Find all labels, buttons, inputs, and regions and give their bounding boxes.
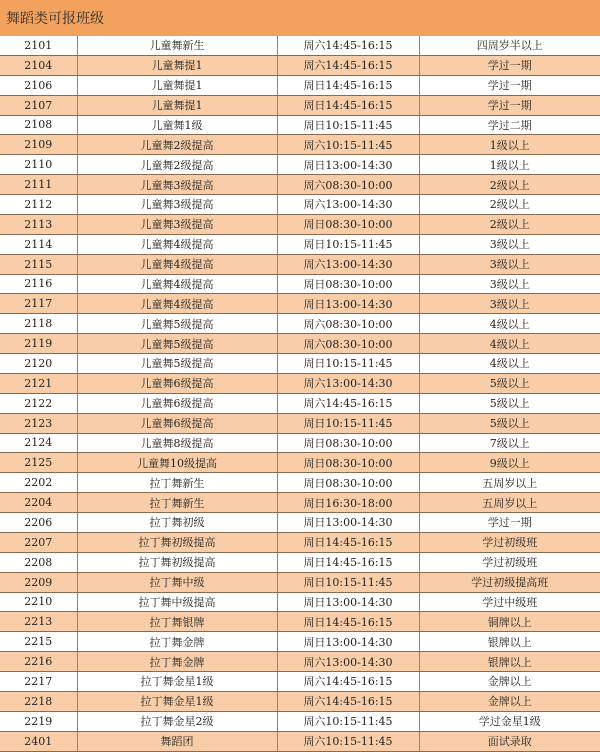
class-requirement-cell: 五周岁以上 [419,493,600,513]
class-name-cell: 儿童舞3级提高 [77,214,277,234]
class-requirement-cell: 四周岁半以上 [419,36,600,55]
class-time-cell: 周日08:30-10:00 [277,214,419,234]
table-row [0,393,600,413]
class-time-cell: 周日16:30-18:00 [277,493,419,513]
table-row [0,354,600,374]
class-requirement-cell: 1级以上 [419,155,600,175]
class-name-cell: 拉丁舞金星1级 [77,691,277,711]
class-code-cell: 2219 [0,711,77,731]
class-time-cell: 周日13:00-14:30 [277,592,419,612]
class-name-cell: 儿童舞4级提高 [77,254,277,274]
class-requirement-cell: 9级以上 [419,453,600,473]
class-requirement-cell: 5级以上 [419,393,600,413]
table-row [0,552,600,572]
class-time-cell: 周日14:45-16:15 [277,612,419,632]
class-requirement-cell: 1级以上 [419,135,600,155]
class-name-cell: 拉丁舞初级 [77,513,277,533]
class-requirement-cell: 3级以上 [419,254,600,274]
class-code-cell: 2113 [0,214,77,234]
class-requirement-cell: 学过一期 [419,55,600,75]
class-code-cell: 2110 [0,155,77,175]
table-row [0,691,600,711]
table-row [0,75,600,95]
class-code-cell: 2119 [0,334,77,354]
class-requirement-cell: 3级以上 [419,234,600,254]
class-time-cell: 周六14:45-16:15 [277,672,419,692]
class-requirement-cell: 学过初级提高班 [419,572,600,592]
class-name-cell: 儿童舞5级提高 [77,334,277,354]
class-time-cell: 周六14:45-16:15 [277,36,419,55]
class-name-cell: 儿童舞5级提高 [77,354,277,374]
class-code-cell: 2120 [0,354,77,374]
class-name-cell: 儿童舞1级 [77,115,277,135]
class-requirement-cell: 铜牌以上 [419,612,600,632]
class-time-cell: 周日08:30-10:00 [277,473,419,493]
class-requirement-cell: 5级以上 [419,413,600,433]
class-time-cell: 周日13:00-14:30 [277,155,419,175]
class-name-cell: 舞蹈团 [77,731,277,751]
table-row [0,612,600,632]
table-row [0,254,600,274]
table-row [0,95,600,115]
class-name-cell: 儿童舞6级提高 [77,413,277,433]
class-name-cell: 拉丁舞金星1级 [77,672,277,692]
class-name-cell: 拉丁舞金牌 [77,652,277,672]
class-name-cell: 儿童舞4级提高 [77,274,277,294]
class-requirement-cell: 学过初级班 [419,552,600,572]
class-name-cell: 拉丁舞中级 [77,572,277,592]
table-row [0,731,600,751]
class-name-cell: 拉丁舞中级提高 [77,592,277,612]
class-requirement-cell: 学过初级班 [419,532,600,552]
class-requirement-cell: 5级以上 [419,373,600,393]
class-code-cell: 2114 [0,234,77,254]
class-time-cell: 周日10:15-11:45 [277,572,419,592]
class-requirement-cell: 金牌以上 [419,672,600,692]
class-requirement-cell: 学过二期 [419,115,600,135]
class-time-cell: 周六10:15-11:45 [277,731,419,751]
table-row [0,175,600,195]
class-time-cell: 周日08:30-10:00 [277,453,419,473]
class-time-cell: 周六13:00-14:30 [277,195,419,215]
class-time-cell: 周日08:30-10:00 [277,433,419,453]
table-row [0,473,600,493]
class-name-cell: 拉丁舞银牌 [77,612,277,632]
class-requirement-cell: 2级以上 [419,195,600,215]
class-name-cell: 拉丁舞新生 [77,493,277,513]
class-time-cell: 周日10:15-11:45 [277,234,419,254]
page-title-bar [0,0,600,36]
class-code-cell: 2107 [0,95,77,115]
table-row [0,135,600,155]
class-name-cell: 儿童舞4级提高 [77,294,277,314]
class-time-cell: 周六08:30-10:00 [277,175,419,195]
table-row [0,195,600,215]
class-name-cell: 拉丁舞金牌 [77,632,277,652]
class-requirement-cell: 学过一期 [419,75,600,95]
class-time-cell: 周日10:15-11:45 [277,115,419,135]
class-code-cell: 2124 [0,433,77,453]
class-name-cell: 儿童舞2级提高 [77,135,277,155]
class-requirement-cell: 4级以上 [419,314,600,334]
class-name-cell: 儿童舞4级提高 [77,234,277,254]
class-table-container [0,36,600,752]
table-row [0,294,600,314]
class-name-cell: 儿童舞提1 [77,95,277,115]
class-requirement-cell: 3级以上 [419,294,600,314]
class-code-cell: 2106 [0,75,77,95]
table-row [0,234,600,254]
class-time-cell: 周六14:45-16:15 [277,691,419,711]
class-code-cell: 2217 [0,672,77,692]
class-time-cell: 周六13:00-14:30 [277,373,419,393]
class-requirement-cell: 3级以上 [419,274,600,294]
table-row [0,373,600,393]
class-name-cell: 儿童舞提1 [77,55,277,75]
class-code-cell: 2109 [0,135,77,155]
class-name-cell: 儿童舞新生 [77,36,277,55]
class-code-cell: 2218 [0,691,77,711]
class-code-cell: 2215 [0,632,77,652]
table-row [0,274,600,294]
class-requirement-cell: 学过一期 [419,95,600,115]
class-code-cell: 2209 [0,572,77,592]
class-requirement-cell: 学过一期 [419,513,600,533]
class-table [0,36,600,752]
class-code-cell: 2108 [0,115,77,135]
class-name-cell: 儿童舞10级提高 [77,453,277,473]
class-code-cell: 2125 [0,453,77,473]
class-name-cell: 儿童舞2级提高 [77,155,277,175]
class-requirement-cell: 4级以上 [419,334,600,354]
class-code-cell: 2202 [0,473,77,493]
table-row [0,652,600,672]
class-code-cell: 2112 [0,195,77,215]
class-name-cell: 儿童舞8级提高 [77,433,277,453]
class-requirement-cell: 五周岁以上 [419,473,600,493]
class-name-cell: 拉丁舞新生 [77,473,277,493]
table-row [0,532,600,552]
class-time-cell: 周日14:45-16:15 [277,552,419,572]
table-row [0,334,600,354]
class-code-cell: 2116 [0,274,77,294]
class-time-cell: 周六13:00-14:30 [277,652,419,672]
table-row [0,214,600,234]
table-row [0,632,600,652]
class-name-cell: 儿童舞3级提高 [77,195,277,215]
class-time-cell: 周日10:15-11:45 [277,413,419,433]
class-code-cell: 2207 [0,532,77,552]
class-requirement-cell: 面试录取 [419,731,600,751]
class-time-cell: 周日14:45-16:15 [277,75,419,95]
class-code-cell: 2104 [0,55,77,75]
class-code-cell: 2118 [0,314,77,334]
class-time-cell: 周日14:45-16:15 [277,532,419,552]
class-time-cell: 周日13:00-14:30 [277,632,419,652]
class-name-cell: 儿童舞3级提高 [77,175,277,195]
table-row [0,493,600,513]
class-table-body [0,36,600,751]
class-time-cell: 周日14:45-16:15 [277,95,419,115]
class-requirement-cell: 2级以上 [419,175,600,195]
class-name-cell: 儿童舞提1 [77,75,277,95]
class-name-cell: 拉丁舞初级提高 [77,552,277,572]
class-time-cell: 周六14:45-16:15 [277,55,419,75]
class-requirement-cell: 学过金星1级 [419,711,600,731]
class-code-cell: 2122 [0,393,77,413]
table-row [0,413,600,433]
class-name-cell: 儿童舞6级提高 [77,373,277,393]
class-code-cell: 2115 [0,254,77,274]
class-requirement-cell: 银牌以上 [419,632,600,652]
class-time-cell: 周六08:30-10:00 [277,334,419,354]
table-row [0,155,600,175]
table-row [0,672,600,692]
class-code-cell: 2216 [0,652,77,672]
class-code-cell: 2213 [0,612,77,632]
class-requirement-cell: 2级以上 [419,214,600,234]
class-code-cell: 2101 [0,36,77,55]
class-time-cell: 周日08:30-10:00 [277,274,419,294]
class-code-cell: 2111 [0,175,77,195]
class-code-cell: 2206 [0,513,77,533]
class-requirement-cell: 学过中级班 [419,592,600,612]
class-code-cell: 2208 [0,552,77,572]
class-name-cell: 儿童舞5级提高 [77,314,277,334]
class-name-cell: 儿童舞6级提高 [77,393,277,413]
table-row [0,433,600,453]
class-time-cell: 周日13:00-14:30 [277,294,419,314]
class-name-cell: 拉丁舞金星2级 [77,711,277,731]
class-time-cell: 周六14:45-16:15 [277,393,419,413]
table-row [0,592,600,612]
class-time-cell: 周六13:00-14:30 [277,254,419,274]
class-code-cell: 2117 [0,294,77,314]
class-time-cell: 周六10:15-11:45 [277,135,419,155]
class-code-cell: 2121 [0,373,77,393]
table-row [0,36,600,55]
class-requirement-cell: 7级以上 [419,433,600,453]
table-row [0,115,600,135]
table-row [0,453,600,473]
table-row [0,513,600,533]
class-code-cell: 2204 [0,493,77,513]
class-time-cell: 周日10:15-11:45 [277,354,419,374]
table-row [0,572,600,592]
class-time-cell: 周日13:00-14:30 [277,513,419,533]
class-time-cell: 周六10:15-11:45 [277,711,419,731]
class-time-cell: 周六08:30-10:00 [277,314,419,334]
page-title: 舞蹈类可报班级 [6,11,104,27]
class-requirement-cell: 金牌以上 [419,691,600,711]
table-row [0,55,600,75]
table-row [0,711,600,731]
class-code-cell: 2210 [0,592,77,612]
table-row [0,314,600,334]
class-requirement-cell: 银牌以上 [419,652,600,672]
class-code-cell: 2123 [0,413,77,433]
class-name-cell: 拉丁舞初级提高 [77,532,277,552]
class-requirement-cell: 4级以上 [419,354,600,374]
class-code-cell: 2401 [0,731,77,751]
